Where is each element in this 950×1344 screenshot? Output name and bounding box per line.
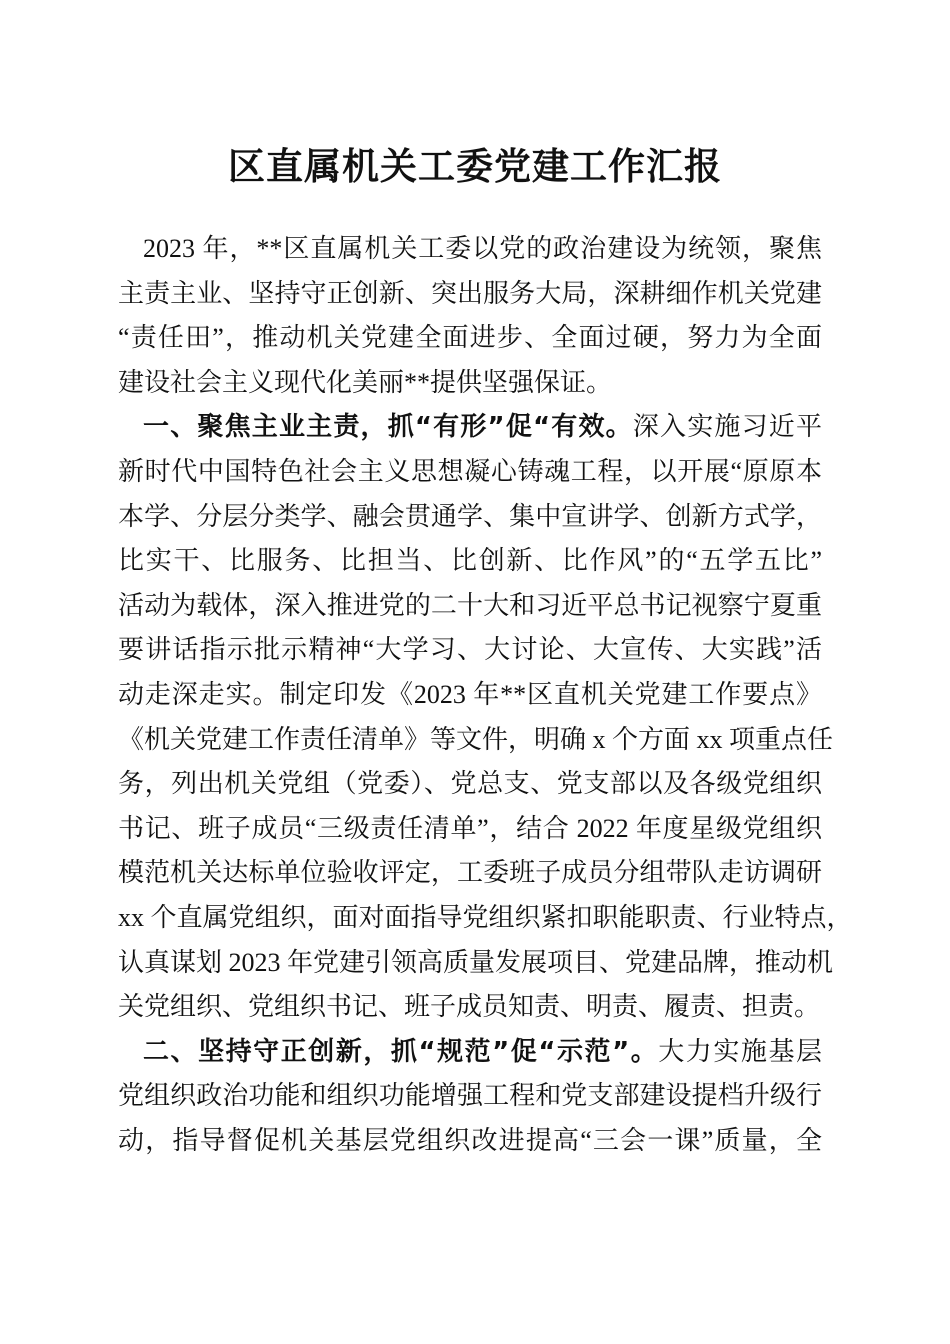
text-line xyxy=(118,405,822,450)
section-heading: 二、坚持守正创新，抓“规范”促“示范”。 xyxy=(143,1036,659,1067)
paragraph-section-1 xyxy=(118,405,853,1029)
text-line: 建设社会主义现代化美丽**提供坚强保证。 xyxy=(118,367,613,397)
text-line: 比实干、比服务、比担当、比创新、比作风”的“五学五比” xyxy=(118,546,822,576)
text-line: 务，列出机关党组（党委）、党总支、党支部以及各级党组织 xyxy=(118,769,822,799)
text-line: 活动为载体，深入推进党的二十大和习近平总书记视察宁夏重 xyxy=(118,590,822,620)
document-body xyxy=(118,227,853,1163)
text-line: 主责主业、坚持守正创新、突出服务大局，深耕细作机关党建 xyxy=(118,278,822,308)
text-line: 新时代中国特色社会主义思想凝心铸魂工程，以开展“原原本 xyxy=(118,456,822,486)
text-line xyxy=(118,1030,822,1075)
section-heading: 一、聚焦主业主责，抓“有形”促“有效。 xyxy=(143,412,633,443)
text-line: 要讲话指示批示精神“大学习、大讨论、大宣传、大实践”活 xyxy=(118,635,822,665)
document-title: 区直属机关工委党建工作汇报 xyxy=(228,147,722,188)
text-line: 关党组织、党组织书记、班子成员知责、明责、履责、担责。 xyxy=(118,992,821,1022)
text-line: 动，指导督促机关基层党组织改进提高“三会一课”质量，全 xyxy=(118,1125,822,1155)
text-line: xx 个直属党组织，面对面指导党组织紧扣职能职责、行业特点， xyxy=(118,902,853,932)
text-line: “责任田”，推动机关党建全面进步、全面过硬，努力为全面 xyxy=(118,323,822,353)
text-line: 认真谋划 2023 年党建引领高质量发展项目、党建品牌，推动机 xyxy=(118,947,834,977)
text-span: 深入实施习近平 xyxy=(632,412,822,442)
paragraph-intro xyxy=(118,227,822,405)
text-line: 2023 年，**区直属机关工委以党的政治建设为统领，聚焦 xyxy=(143,234,822,263)
text-line: 本学、分层分类学、融会贯通学、集中宣讲学、创新方式学， xyxy=(118,501,822,531)
text-line: 书记、班子成员“三级责任清单”，结合 2022 年度星级党组织 xyxy=(118,813,822,843)
text-span: 大力实施基层 xyxy=(658,1036,822,1066)
text-line: 《机关党建工作责任清单》等文件，明确 x 个方面 xx 项重点任 xyxy=(118,724,834,754)
paragraph-section-2 xyxy=(118,1030,822,1164)
text-line: 动走深走实。制定印发《2023 年**区直机关党建工作要点》 xyxy=(118,679,822,709)
text-line: 模范机关达标单位验收评定，工委班子成员分组带队走访调研 xyxy=(118,858,822,888)
text-line: 党组织政治功能和组织功能增强工程和党支部建设提档升级行 xyxy=(118,1081,822,1111)
